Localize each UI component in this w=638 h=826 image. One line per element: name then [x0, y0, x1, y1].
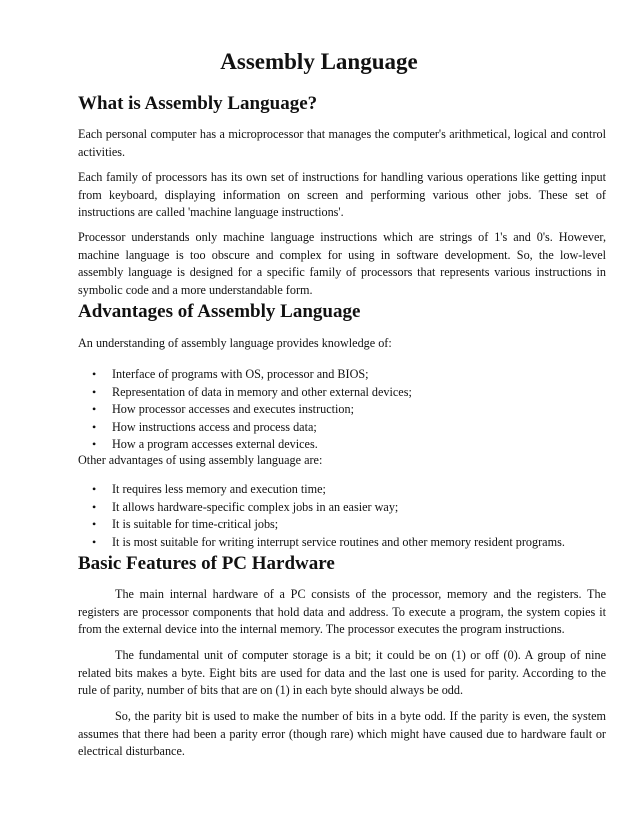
- other-advantages-intro: Other advantages of using assembly language are:: [78, 453, 323, 467]
- list-item: • Representation of data in memory and other external devices;: [78, 384, 606, 402]
- heading-what-is-assembly: What is Assembly Language?: [78, 93, 318, 114]
- list-item: • How processor accesses and executes instruction;: [78, 401, 606, 419]
- heading-advantages: Advantages of Assembly Language: [78, 301, 361, 322]
- paragraph-what-3: Processor understands only machine language instructions which are strings of 1's and 0's. However, machine language is too obscure and complex for using in software development. So, the low-level assembly language is designed for a specific family of processors that represents various instructions in symbolic code and a more understandable form.: [78, 230, 606, 297]
- list-item: • It is suitable for time-critical jobs;: [78, 516, 606, 534]
- paragraph-hardware-3: So, the parity bit is used to make the number of bits in a byte odd. If the parity is even, the system assumes that there had been a parity error (though rare) which might have caused due to hardware fault or electrical disturbance.: [78, 709, 606, 758]
- list-item: • Interface of programs with OS, processor and BIOS;: [78, 366, 606, 384]
- other-advantages-list: [78, 481, 606, 551]
- knowledge-list: [78, 366, 606, 454]
- paragraph-what-2: Each family of processors has its own set of instructions for handling various operations like getting input from keyboard, displaying information on screen and performing various other jobs. These set of instructions are called 'machine language instructions'.: [78, 170, 606, 219]
- list-item: • It requires less memory and execution time;: [78, 481, 606, 499]
- list-item: • How instructions access and process data;: [78, 419, 606, 437]
- heading-pc-hardware: Basic Features of PC Hardware: [78, 553, 335, 574]
- list-item: • How a program accesses external devices.: [78, 436, 606, 454]
- list-item: • It is most suitable for writing interrupt service routines and other memory resident programs.: [78, 534, 606, 552]
- paragraph-hardware-1: The main internal hardware of a PC consists of the processor, memory and the registers. The registers are processor components that hold data and address. To execute a program, the system copies it from the external device into the internal memory. The processor executes the program instructions.: [78, 587, 606, 636]
- paragraph-hardware-2: The fundamental unit of computer storage is a bit; it could be on (1) or off (0). A group of nine related bits makes a byte. Eight bits are used for data and the last one is used for parity. According to the rule of parity, number of bits that are on (1) in each byte should always be odd.: [78, 648, 606, 697]
- paragraph-what-1: Each personal computer has a microprocessor that manages the computer's arithmetical, logical and control activities.: [78, 127, 606, 159]
- advantages-intro: An understanding of assembly language provides knowledge of:: [78, 336, 392, 350]
- list-item: • It allows hardware-specific complex jobs in an easier way;: [78, 499, 606, 517]
- page-title: Assembly Language: [220, 49, 418, 74]
